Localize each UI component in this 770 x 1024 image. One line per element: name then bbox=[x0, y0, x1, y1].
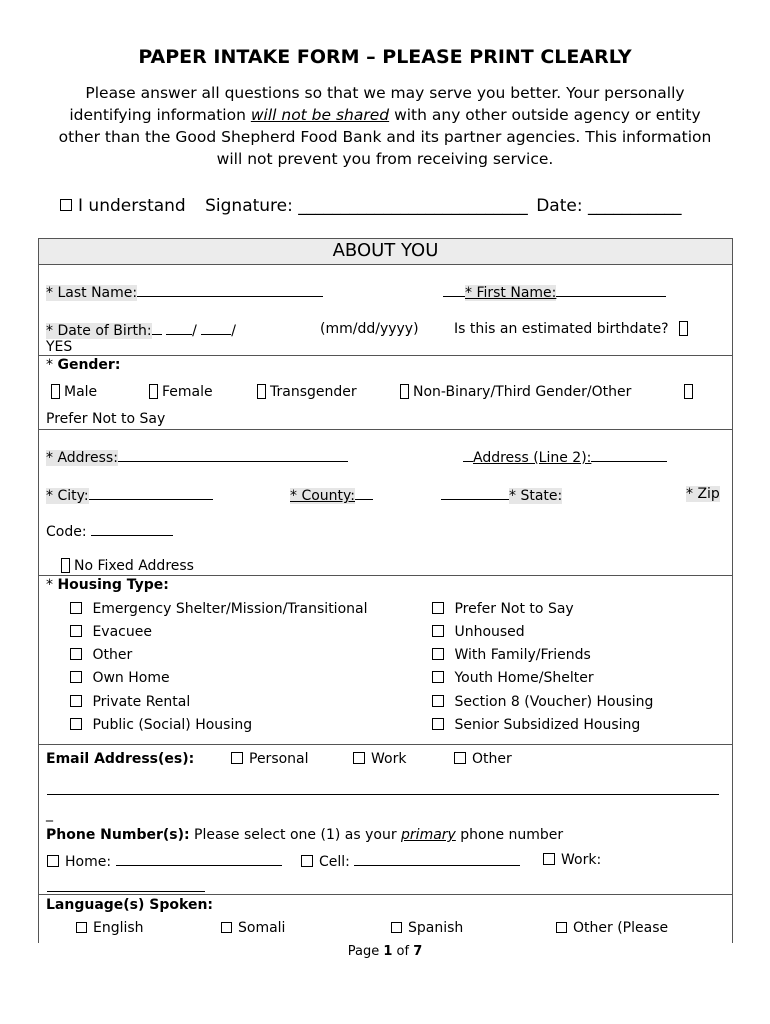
nonbinary-checkbox[interactable] bbox=[400, 384, 409, 399]
intro-text-2: with any other outside agency or entity other than the Good Shepherd Food Bank and its partner agencies. This information will not prevent you from receiving service. bbox=[58, 106, 712, 168]
dob-day-line-b[interactable] bbox=[201, 321, 231, 335]
email-option-other[interactable] bbox=[454, 751, 512, 767]
english-checkbox[interactable] bbox=[76, 922, 87, 933]
county-line[interactable] bbox=[355, 486, 373, 500]
date-field[interactable]: Date: ___________ bbox=[536, 196, 682, 216]
estimated-yes-label: YES bbox=[46, 339, 73, 355]
language-heading: Language(s) Spoken: bbox=[46, 897, 214, 913]
zip-line[interactable] bbox=[91, 522, 173, 536]
nonbinary-label: Non-Binary/Third Gender/Other bbox=[413, 384, 632, 400]
housing-option-label: Private Rental bbox=[92, 694, 191, 710]
address2-line[interactable] bbox=[591, 448, 667, 462]
of-word: of bbox=[396, 944, 410, 959]
state-line[interactable] bbox=[441, 486, 509, 500]
gender-heading bbox=[46, 357, 120, 373]
other-language-label: Other (Please bbox=[573, 920, 669, 936]
male-checkbox[interactable] bbox=[51, 384, 60, 399]
housing-checkbox[interactable] bbox=[432, 625, 444, 637]
housing-checkbox[interactable] bbox=[70, 625, 82, 637]
zip-code-label: Code: bbox=[46, 524, 87, 540]
housing-checkbox[interactable] bbox=[70, 718, 82, 730]
gender-option-nonbinary[interactable] bbox=[400, 384, 631, 400]
email-work-label: Work bbox=[371, 751, 407, 767]
understand-checkbox[interactable] bbox=[60, 199, 72, 211]
intro-paragraph bbox=[50, 82, 720, 170]
first-name-label: * First Name: bbox=[465, 285, 557, 301]
page-number: 1 bbox=[383, 944, 393, 959]
page-total: 7 bbox=[413, 944, 423, 959]
email-personal-checkbox[interactable] bbox=[231, 752, 243, 764]
signature-field[interactable]: Signature: ___________________________ bbox=[205, 196, 528, 216]
phone-home-field[interactable] bbox=[47, 852, 282, 870]
housing-label: Housing Type: bbox=[57, 577, 169, 593]
housing-checkbox[interactable] bbox=[432, 648, 444, 660]
housing-option[interactable] bbox=[432, 601, 574, 617]
spanish-checkbox[interactable] bbox=[391, 922, 402, 933]
gender-star: * bbox=[46, 357, 58, 373]
section-header: ABOUT YOU bbox=[39, 239, 732, 265]
email-heading: Email Address(es): bbox=[46, 751, 195, 767]
intro-emphasis: will not be shared bbox=[250, 106, 390, 124]
housing-checkbox[interactable] bbox=[70, 695, 82, 707]
about-you-section bbox=[38, 238, 733, 943]
phone-home-checkbox[interactable] bbox=[47, 855, 59, 867]
housing-option-label: Youth Home/Shelter bbox=[454, 670, 594, 686]
phone-cell-checkbox[interactable] bbox=[301, 855, 313, 867]
dob-field[interactable] bbox=[46, 321, 236, 339]
city-field[interactable] bbox=[46, 486, 213, 504]
acknowledgement-row bbox=[60, 196, 681, 216]
dob-format: (mm/dd/yyyy) bbox=[320, 321, 419, 337]
housing-option[interactable] bbox=[432, 624, 525, 640]
english-label: English bbox=[93, 920, 144, 936]
email-dash: _ bbox=[46, 806, 53, 822]
address2-line-pre bbox=[463, 448, 473, 462]
intro-text-1: Please answer all questions so that we may serve you better. Your personally identifying information bbox=[69, 84, 685, 124]
address-line[interactable] bbox=[118, 448, 348, 462]
gender-option-male[interactable] bbox=[51, 384, 97, 400]
phone-cell-line[interactable] bbox=[354, 852, 520, 866]
page-word: Page bbox=[347, 944, 380, 959]
female-checkbox[interactable] bbox=[149, 384, 158, 399]
housing-checkbox[interactable] bbox=[70, 648, 82, 660]
email-work-checkbox[interactable] bbox=[353, 752, 365, 764]
housing-checkbox[interactable] bbox=[70, 602, 82, 614]
state-field[interactable] bbox=[441, 486, 562, 504]
estimated-birthdate-question bbox=[454, 321, 692, 337]
male-label: Male bbox=[64, 384, 98, 400]
email-other-label: Other bbox=[472, 751, 512, 767]
housing-option[interactable] bbox=[70, 624, 152, 640]
email-entry-line[interactable] bbox=[47, 794, 719, 795]
phone-cell-label: Cell: bbox=[319, 854, 350, 870]
phone-cell-field[interactable] bbox=[301, 852, 520, 870]
transgender-checkbox[interactable] bbox=[257, 384, 266, 399]
language-option-spanish[interactable] bbox=[391, 920, 463, 936]
other-language-checkbox[interactable] bbox=[556, 922, 567, 933]
zip-field[interactable] bbox=[46, 522, 173, 540]
housing-option[interactable] bbox=[70, 717, 252, 733]
housing-option-label: Other bbox=[92, 647, 133, 663]
last-name-label: * Last Name: bbox=[46, 285, 138, 301]
prefer-not-glyph[interactable] bbox=[684, 384, 693, 399]
estimated-yes-checkbox[interactable] bbox=[679, 321, 688, 336]
address2-label: Address (Line 2): bbox=[473, 450, 592, 466]
dob-day-line-a[interactable] bbox=[166, 321, 192, 335]
housing-option-label: Public (Social) Housing bbox=[92, 717, 253, 733]
female-label: Female bbox=[162, 384, 213, 400]
zip-star-label: * Zip bbox=[686, 486, 720, 502]
phone-heading bbox=[46, 827, 563, 843]
no-fixed-address-label: No Fixed Address bbox=[74, 558, 194, 574]
phone-emphasis: primary bbox=[401, 827, 456, 843]
prefer-not-checkbox[interactable] bbox=[684, 384, 697, 400]
last-name-line[interactable] bbox=[137, 283, 323, 297]
housing-checkbox[interactable] bbox=[432, 718, 444, 730]
transgender-label: Transgender bbox=[270, 384, 357, 400]
housing-option-label: Unhoused bbox=[454, 624, 525, 640]
county-label: * County: bbox=[290, 488, 356, 504]
no-fixed-address-checkbox[interactable] bbox=[61, 558, 70, 573]
gender-option-prefer-not: Prefer Not to Say bbox=[46, 411, 166, 427]
city-label: * City: bbox=[46, 488, 89, 504]
somali-checkbox[interactable] bbox=[221, 922, 232, 933]
divider bbox=[39, 575, 732, 576]
housing-checkbox[interactable] bbox=[432, 695, 444, 707]
gender-option-female[interactable] bbox=[149, 384, 213, 400]
divider bbox=[39, 894, 732, 895]
spanish-label: Spanish bbox=[408, 920, 464, 936]
phone-work-label: Work: bbox=[561, 852, 602, 868]
housing-option-label: Own Home bbox=[92, 670, 170, 686]
phone-instr-2: phone number bbox=[455, 827, 564, 843]
housing-heading bbox=[46, 577, 169, 593]
dob-sep-1: / bbox=[192, 323, 197, 339]
housing-option[interactable] bbox=[432, 647, 591, 663]
page-footer bbox=[0, 944, 770, 959]
housing-option-label: Prefer Not to Say bbox=[454, 601, 574, 617]
county-field[interactable] bbox=[290, 486, 373, 504]
housing-option-label: Emergency Shelter/Mission/Transitional bbox=[92, 601, 368, 617]
housing-option-label: With Family/Friends bbox=[454, 647, 591, 663]
first-name-field[interactable] bbox=[443, 283, 666, 301]
housing-option[interactable] bbox=[70, 601, 367, 617]
divider bbox=[39, 429, 732, 430]
housing-option[interactable] bbox=[70, 647, 132, 663]
no-fixed-address-option[interactable] bbox=[61, 558, 194, 574]
housing-option[interactable] bbox=[70, 670, 170, 686]
housing-option-label: Evacuee bbox=[92, 624, 152, 640]
first-name-line-pre bbox=[443, 283, 465, 297]
address-line2-field[interactable] bbox=[463, 448, 667, 466]
dob-label: * Date of Birth: bbox=[46, 323, 152, 339]
phone-home-line[interactable] bbox=[116, 852, 282, 866]
zip-label-top bbox=[686, 486, 720, 502]
housing-checkbox[interactable] bbox=[70, 671, 82, 683]
city-line[interactable] bbox=[89, 486, 213, 500]
dob-sep-2: / bbox=[231, 323, 236, 339]
housing-option[interactable] bbox=[432, 670, 594, 686]
divider bbox=[39, 355, 732, 356]
housing-checkbox[interactable] bbox=[432, 602, 444, 614]
language-option-other[interactable] bbox=[556, 920, 668, 936]
housing-option[interactable] bbox=[432, 717, 640, 733]
address-label: * Address: bbox=[46, 450, 118, 466]
email-option-personal[interactable] bbox=[231, 751, 309, 767]
phone-work-checkbox[interactable] bbox=[543, 853, 555, 865]
form-title: PAPER INTAKE FORM – PLEASE PRINT CLEARLY bbox=[138, 46, 632, 68]
phone-instr-1: Please select one (1) as your bbox=[189, 827, 402, 843]
dob-month-line[interactable] bbox=[152, 321, 162, 335]
estimated-label: Is this an estimated birthdate? bbox=[454, 321, 669, 337]
state-label: * State: bbox=[509, 488, 563, 504]
housing-option-label: Section 8 (Voucher) Housing bbox=[454, 694, 654, 710]
housing-checkbox[interactable] bbox=[432, 671, 444, 683]
housing-option-label: Senior Subsidized Housing bbox=[454, 717, 641, 733]
last-name-field[interactable] bbox=[46, 283, 323, 301]
email-other-checkbox[interactable] bbox=[454, 752, 466, 764]
phone-work-field[interactable] bbox=[543, 852, 601, 868]
somali-label: Somali bbox=[238, 920, 286, 936]
divider bbox=[39, 744, 732, 745]
gender-option-transgender[interactable] bbox=[257, 384, 357, 400]
gender-label: Gender: bbox=[57, 357, 121, 373]
phone-label: Phone Number(s): bbox=[46, 827, 190, 843]
address-field[interactable] bbox=[46, 448, 348, 466]
email-personal-label: Personal bbox=[249, 751, 309, 767]
email-option-work[interactable] bbox=[353, 751, 406, 767]
housing-star: * bbox=[46, 577, 58, 593]
language-option-english[interactable] bbox=[76, 920, 144, 936]
phone-work-line[interactable] bbox=[47, 891, 205, 892]
housing-option[interactable] bbox=[70, 694, 190, 710]
understand-label: I understand bbox=[78, 196, 186, 216]
housing-option[interactable] bbox=[432, 694, 653, 710]
first-name-line[interactable] bbox=[556, 283, 666, 297]
language-option-somali[interactable] bbox=[221, 920, 285, 936]
phone-home-label: Home: bbox=[65, 854, 112, 870]
